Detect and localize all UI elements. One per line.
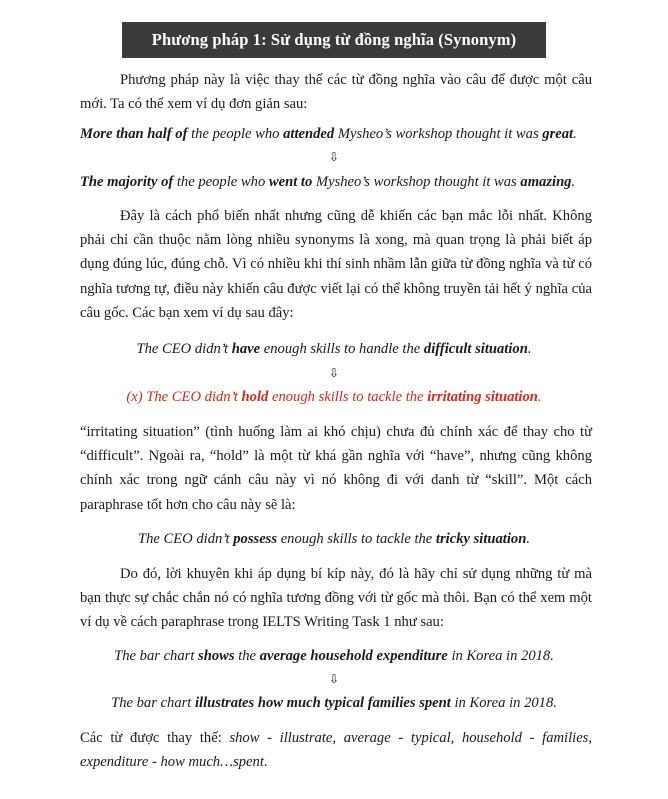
ex2-orig-text-3: enough skills to handle the: [260, 341, 424, 357]
section-title: [122, 22, 546, 58]
ex1-orig-bold-5: great: [542, 126, 574, 142]
ex2-wrong-bold-2: hold: [241, 389, 269, 405]
conclusion-line-1: [80, 726, 592, 750]
ex2-orig-bold-2: have: [231, 341, 261, 357]
ex2-orig-text-5: .: [527, 341, 532, 357]
ex2-wrong-text-5: .: [537, 389, 542, 405]
conclusion-italic-2: expenditure - how much…spent: [80, 754, 264, 771]
p2-line-2: phải chỉ cần thuộc nằm lòng nhiều synonyms là xong, mà quan trọng là phải biết áp: [80, 232, 592, 249]
down-arrow-icon: ⇩: [328, 672, 340, 686]
ex4-orig-bold-4: average household expenditure: [259, 648, 448, 664]
ex1-rew-bold-3: went to: [268, 174, 313, 190]
ex4-rew-text-3: in Korea in 2018.: [450, 695, 557, 711]
ex3-text-3: enough skills to tackle the: [277, 531, 436, 547]
ex2-wrong-bold-4: irritating situation: [427, 389, 538, 405]
conclusion-line-2: [80, 750, 592, 774]
conclusion-italic-1: show - illustrate, average - typical, household - families,: [229, 730, 593, 746]
conclusion-end: .: [263, 754, 268, 771]
intro-paragraph: [80, 68, 592, 116]
example4-rewritten: [0, 693, 668, 713]
example4-original: [0, 646, 668, 666]
ex4-orig-bold-2: shows: [198, 648, 235, 664]
ex1-rew-bold-1: The majority of: [80, 174, 174, 190]
example1-original: [80, 124, 577, 144]
conclusion-paragraph: [80, 726, 592, 774]
ex3-bold-4: tricky situation: [435, 531, 527, 547]
example2-original: [0, 339, 668, 359]
ex4-orig-text-1: The bar chart: [114, 648, 199, 664]
ex3-text-5: .: [526, 531, 530, 547]
ex1-orig-bold-1: More than half of: [80, 126, 188, 142]
down-arrow-icon: ⇩: [328, 366, 340, 380]
section-title-text: Phương pháp 1: Sử dụng từ đồng nghĩa (Synonym): [151, 30, 517, 49]
p3-line-2: “difficult”. Ngoài ra, “hold” là một từ khá gần nghĩa với “have”, nhưng cũng không: [80, 448, 592, 465]
ex1-rew-text-2: the people who: [173, 174, 269, 190]
ex2-orig-bold-4: difficult situation: [423, 341, 528, 357]
ex1-orig-text-6: .: [573, 126, 577, 142]
ex1-rew-text-6: .: [571, 174, 576, 190]
ex2-wrong-text-1: (x) The CEO didn’t: [126, 389, 242, 405]
paragraph-4: [80, 562, 592, 635]
ex4-orig-text-5: in Korea in 2018.: [447, 648, 554, 664]
ex3-bold-2: possess: [233, 531, 278, 547]
p2-line-4: nghĩa tương tự, điều này khiến câu được viết lại có thể không truyền tải hết ý nghĩa của: [80, 280, 592, 297]
paragraph-3: [80, 420, 592, 517]
p3-line-4: paraphrase tốt hơn cho câu này sẽ là:: [80, 496, 296, 513]
paragraph-2: [80, 204, 592, 325]
ex1-orig-text-4: Mysheo’s workshop thought it was: [334, 126, 543, 142]
example1-rewritten: [80, 172, 575, 192]
p4-line-2: bạn thực sự chắc chắn nó có nghĩa tương đồng với từ gốc mà thôi. Bạn có thể xem một: [80, 590, 592, 607]
p3-line-3: chính xác trong ngữ cảnh câu này vì nó không đi với danh từ “skill”. Một cách: [80, 472, 592, 489]
down-arrow-icon: ⇩: [328, 150, 340, 164]
conclusion-prefix: Các từ được thay thế:: [80, 730, 230, 746]
ex1-rew-bold-5: amazing: [520, 174, 572, 190]
ex2-wrong-text-3: enough skills to tackle the: [268, 389, 428, 405]
ex3-text-1: The CEO didn’t: [137, 531, 234, 547]
ex1-orig-text-2: the people who: [187, 126, 284, 142]
ex2-orig-text-1: The CEO didn’t: [136, 341, 232, 357]
p4-line-1: Do đó, lời khuyên khi áp dụng bí kíp này, đó là hãy chỉ sử dụng những từ mà: [120, 566, 592, 582]
intro-line-1: Phương pháp này là việc thay thế các từ đồng nghĩa vào câu để được một câu: [120, 72, 592, 88]
p2-line-3: dụng đúng lúc, đúng chỗ. Vì có nhiều khi thí sinh nhầm lẫn giữa từ đồng nghĩa và từ có: [80, 256, 592, 273]
p2-line-1: Đây là cách phổ biến nhất nhưng cũng dễ khiến các bạn mắc lỗi nhất. Không: [120, 208, 592, 224]
ex4-rew-text-1: The bar chart: [111, 695, 195, 711]
ex4-orig-text-3: the: [234, 648, 260, 664]
p4-line-3: ví dụ về cách paraphrase trong IELTS Writing Task 1 như sau:: [80, 614, 444, 631]
p3-line-1: “irritating situation” (tình huống làm ai khó chịu) chưa đủ chính xác để thay cho từ: [80, 424, 592, 440]
p2-line-5: câu gốc. Các bạn xem ví dụ sau đây:: [80, 304, 294, 321]
example2-incorrect: [0, 387, 668, 407]
example3-better: [0, 529, 668, 549]
intro-line-2: mới. Ta có thể xem ví dụ đơn giản sau:: [80, 96, 308, 113]
ex1-rew-text-4: Mysheo’s workshop thought it was: [312, 174, 521, 190]
ex1-orig-bold-3: attended: [283, 126, 335, 142]
ex4-rew-bold-2: illustrates how much typical families spent: [195, 695, 451, 711]
